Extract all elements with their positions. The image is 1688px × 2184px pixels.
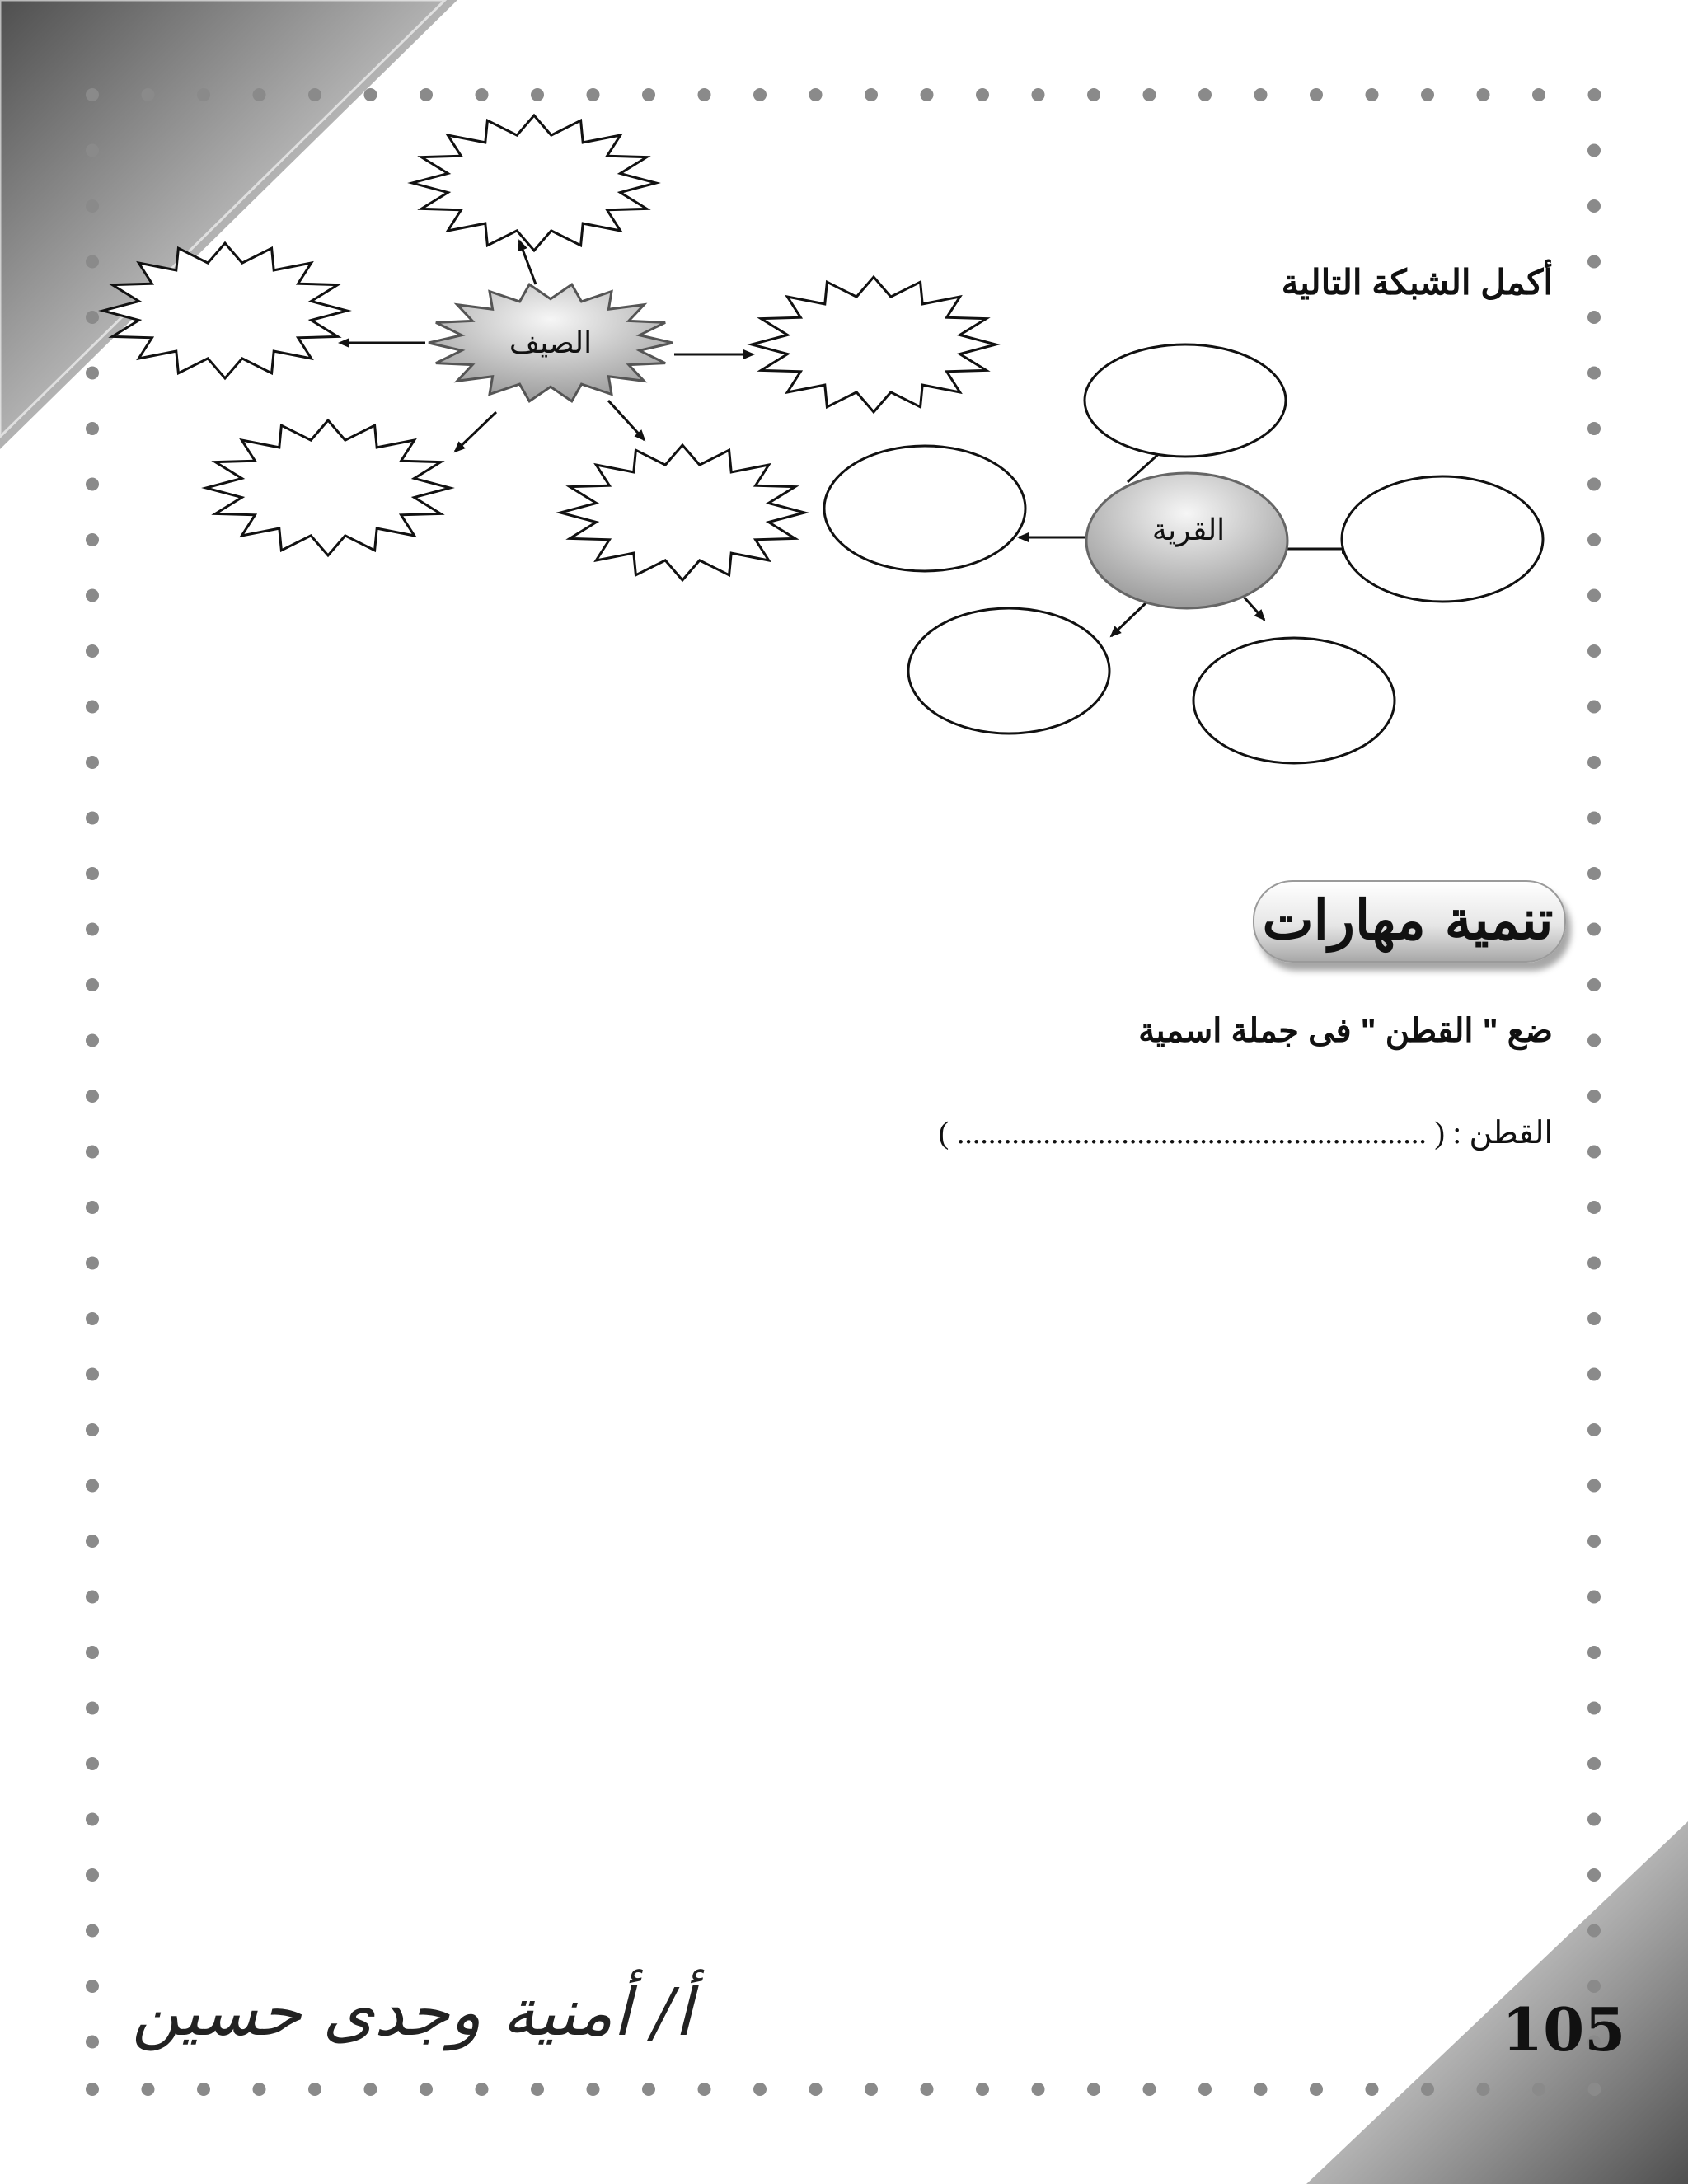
border-dot	[1587, 367, 1601, 380]
border-dot	[1587, 1813, 1601, 1826]
border-dot	[1198, 2083, 1212, 2096]
border-dot	[86, 1980, 99, 1993]
border-dot	[86, 867, 99, 880]
border-dot	[976, 2083, 989, 2096]
border-dot	[86, 589, 99, 602]
border-dot	[1587, 1034, 1601, 1047]
border-dot	[86, 311, 99, 324]
border-dot	[86, 1924, 99, 1938]
border-dot	[698, 88, 711, 101]
border-dot	[1032, 2083, 1045, 2096]
border-dot	[698, 2083, 711, 2096]
border-dot	[1421, 2083, 1434, 2096]
border-dot	[308, 2083, 321, 2096]
border-dot	[86, 199, 99, 213]
border-dot	[86, 1423, 99, 1436]
border-dot	[1587, 812, 1601, 825]
border-dot	[253, 2083, 266, 2096]
border-dot	[531, 88, 544, 101]
border-dot	[1587, 1201, 1601, 1214]
border-dot	[642, 2083, 655, 2096]
border-dot	[86, 1646, 99, 1659]
village-node-bottom-right	[1193, 638, 1395, 763]
border-dot	[1587, 1146, 1601, 1159]
border-dot	[364, 88, 377, 101]
border-dot	[86, 422, 99, 435]
border-dot	[1587, 1702, 1601, 1715]
border-dot	[1421, 88, 1434, 101]
border-dot	[809, 2083, 823, 2096]
border-dot	[1588, 88, 1601, 101]
border-dot	[142, 88, 155, 101]
border-dot	[1587, 1423, 1601, 1436]
border-dot	[1587, 1312, 1601, 1325]
border-dot	[420, 2083, 433, 2096]
border-dot	[1198, 88, 1212, 101]
summer-star-bottom-right	[560, 445, 804, 580]
border-dot	[1587, 311, 1601, 324]
border-dot	[197, 2083, 210, 2096]
border-dot	[1587, 144, 1601, 157]
border-dot	[1588, 2083, 1601, 2096]
border-dot	[476, 2083, 489, 2096]
border-dot	[86, 1535, 99, 1548]
border-dot	[1587, 1924, 1601, 1938]
border-dot	[1587, 255, 1601, 269]
border-dot	[1587, 478, 1601, 491]
border-dot	[1587, 923, 1601, 936]
border-dot	[86, 1257, 99, 1270]
border-dot	[86, 1312, 99, 1325]
border-dot	[1587, 867, 1601, 880]
border-dot	[364, 2083, 377, 2096]
border-dot	[86, 1146, 99, 1159]
border-dot	[86, 1702, 99, 1715]
corner-top-left	[0, 0, 457, 449]
border-dot	[1587, 533, 1601, 546]
border-dot	[865, 2083, 878, 2096]
instruction-text: ضع " القطن " فى جملة اسمية	[1138, 1013, 1553, 1049]
border-dot	[86, 2083, 99, 2096]
border-dot	[86, 367, 99, 380]
border-dot	[86, 2036, 99, 2049]
border-dot	[86, 1757, 99, 1770]
border-dot	[142, 2083, 155, 2096]
border-dot	[86, 701, 99, 714]
border-dot	[1477, 88, 1490, 101]
border-dot	[86, 1813, 99, 1826]
border-dot	[1087, 88, 1100, 101]
border-dot	[1587, 1591, 1601, 1604]
answer-line[interactable]: القطن : ( ............................................................ )	[938, 1116, 1553, 1151]
border-dot	[753, 2083, 767, 2096]
summer-center-label: الصيف	[509, 326, 593, 359]
border-dot	[476, 88, 489, 101]
border-dot	[197, 88, 210, 101]
border-dot	[1587, 756, 1601, 769]
border-dot	[1477, 2083, 1490, 2096]
border-dot	[809, 88, 823, 101]
summer-star-right	[752, 277, 996, 412]
border-dot	[86, 1368, 99, 1381]
village-center-label: القرية	[1151, 513, 1226, 546]
border-dot	[1532, 2083, 1545, 2096]
section-heading: تنمية مهارات	[1262, 888, 1554, 952]
border-dot	[86, 812, 99, 825]
border-dot	[1587, 644, 1601, 658]
page-number: 105	[1502, 1994, 1626, 2064]
exercise-title: أكمل الشبكة التالية	[1281, 263, 1553, 302]
summer-arrow-down-left	[455, 412, 496, 452]
border-dot	[1366, 2083, 1379, 2096]
border-dot	[1587, 1868, 1601, 1882]
summer-star-top	[412, 115, 656, 251]
summer-arrow-down-right	[608, 401, 645, 440]
border-dot	[587, 88, 600, 101]
border-dot	[86, 255, 99, 269]
border-dot	[86, 1090, 99, 1103]
border-dot	[753, 88, 767, 101]
border-dot	[86, 533, 99, 546]
village-arrow-down-left	[1111, 602, 1147, 636]
border-dot	[531, 2083, 544, 2096]
border-dot	[86, 144, 99, 157]
author-signature: أ/ أمنية وجدى حسين	[132, 1974, 693, 2050]
border-dot	[1254, 88, 1268, 101]
border-dot	[1587, 1479, 1601, 1493]
border-dot	[86, 978, 99, 991]
border-dot	[1532, 88, 1545, 101]
corner-bottom-right	[1306, 1821, 1688, 2184]
border-dot	[308, 88, 321, 101]
summer-star-left	[103, 243, 347, 378]
border-dot	[1587, 422, 1601, 435]
border-dot	[865, 88, 878, 101]
border-dot	[1143, 88, 1156, 101]
border-dot	[86, 923, 99, 936]
border-dot	[642, 88, 655, 101]
border-dot	[86, 1034, 99, 1047]
border-dot	[1587, 589, 1601, 602]
border-dot	[1587, 978, 1601, 991]
border-dot	[1587, 1646, 1601, 1659]
border-dot	[1087, 2083, 1100, 2096]
summer-star-bottom-left	[206, 420, 450, 555]
border-dot	[86, 644, 99, 658]
border-dot	[86, 88, 99, 101]
border-dot	[1587, 1535, 1601, 1548]
border-dot	[587, 2083, 600, 2096]
border-dot	[86, 1201, 99, 1214]
border-dot	[1143, 2083, 1156, 2096]
border-dot	[86, 1591, 99, 1604]
border-dot	[1587, 1757, 1601, 1770]
border-dot	[1254, 2083, 1268, 2096]
village-node-right	[1342, 476, 1543, 602]
border-dot	[921, 2083, 934, 2096]
border-dot	[1587, 1980, 1601, 1993]
border-dot	[86, 756, 99, 769]
border-dot	[1366, 88, 1379, 101]
village-node-bottom-left	[908, 608, 1109, 733]
border-dot	[921, 88, 934, 101]
border-dot	[1587, 1090, 1601, 1103]
village-node-top	[1085, 344, 1286, 457]
border-dot	[1587, 1368, 1601, 1381]
border-dot	[1032, 88, 1045, 101]
border-dot	[1310, 2083, 1323, 2096]
border-dot	[253, 88, 266, 101]
border-dot	[86, 1868, 99, 1882]
village-node-left	[824, 446, 1025, 571]
border-dot	[420, 88, 433, 101]
border-dot	[1587, 1257, 1601, 1270]
border-dot	[976, 88, 989, 101]
border-dot	[1587, 701, 1601, 714]
border-dot	[86, 478, 99, 491]
village-network	[824, 344, 1543, 763]
border-dot	[1310, 88, 1323, 101]
border-dot	[1587, 199, 1601, 213]
border-dot	[86, 1479, 99, 1493]
